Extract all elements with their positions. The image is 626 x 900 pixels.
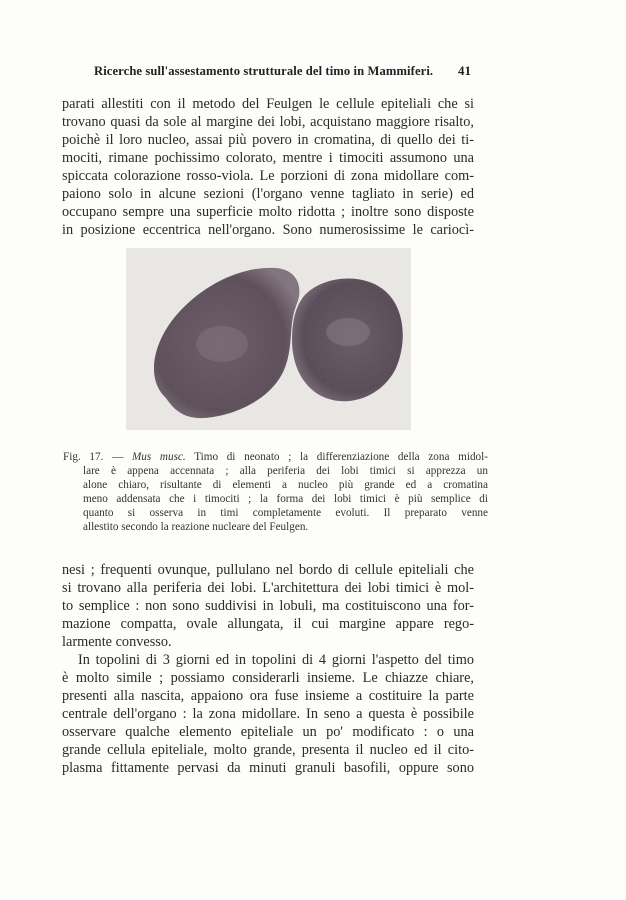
text-line: mociti, rimane pochissimo colorato, mentre i timociti assumono una <box>62 150 474 166</box>
text-line: larmente convesso. <box>62 634 172 650</box>
figure-caption-line: allestito secondo la reazione nucleare del Feulgen. <box>83 521 309 533</box>
figure-micrograph <box>126 248 411 430</box>
text-line: osservare qualche elemento epiteliale un po' modificato : o una <box>62 724 474 740</box>
text-line: trovano quasi da sole al margine dei lobi, acquistano maggiore risalto, <box>62 114 474 130</box>
text-line: mazione compatta, ovale allungata, il cui margine appare rego- <box>62 616 474 632</box>
text-line: in posizione eccentrica nell'organo. Sono numerosissime le cariocì- <box>62 222 474 238</box>
figure-label: Fig. 17. — <box>63 451 124 463</box>
text-line: occupano sempre una superficie molto ridotta ; inoltre sono disposte <box>62 204 474 220</box>
text-line: paiono solo in alcune sezioni (l'organo venne tagliato in serie) ed <box>62 186 474 202</box>
text-line: nesi ; frequenti ovunque, pullulano nel bordo di cellule epiteliali che <box>62 562 474 578</box>
figure-caption-line: meno addensata che i timociti ; la forma dei lobi timici è più semplice di <box>83 493 488 505</box>
text-line: parati allestiti con il metodo del Feulgen le cellule epiteliali che si <box>62 96 474 112</box>
figure-species: Mus musc. <box>131 451 186 463</box>
page-number: 41 <box>458 63 471 78</box>
text-line: poichè il loro nucleo, assai più povero in cromatina, di quello dei ti- <box>62 132 474 148</box>
text-line: si trovano alla periferia dei lobi. L'architettura dei lobi timici è mol- <box>62 580 474 596</box>
running-head: Ricerche sull'assestamento strutturale del timo in Mammiferi. <box>94 64 434 78</box>
thymus-micrograph-image <box>126 248 411 430</box>
text-line: to semplice : non sono suddivisi in lobuli, ma costituiscono una for- <box>62 598 474 614</box>
text-line: spiccata colorazione rosso-viola. Le porzioni di zona midollare com- <box>62 168 474 184</box>
text-line: centrale dell'organo : la zona midollare. In seno a questa è possibile <box>62 706 474 722</box>
text-line: plasma fittamente pervasi da minuti granuli basofili, oppure sono <box>62 760 474 776</box>
caption-text: Timo di neonato ; la differenziazione della zona midol- <box>194 451 488 463</box>
figure-caption-line: quanto si osserva in timi completamente evoluti. Il preparato venne <box>83 507 488 519</box>
figure-caption-line <box>63 451 488 465</box>
text-line: presenti alla nascita, appaiono ora fuse insieme a costituire la parte <box>62 688 474 704</box>
figure-caption-line: lare è appena accennata ; alla periferia dei lobi timici si apprezza un <box>83 465 488 477</box>
text-line: è molto simile ; possiamo considerarli insieme. Le chiazze chiare, <box>62 670 474 686</box>
figure-caption-line: alone chiaro, risultante di elementi a nucleo più grande ed a cromatina <box>83 479 488 491</box>
text-line: grande cellula epiteliale, molto grande, presenta il nucleo ed il cito- <box>62 742 474 758</box>
text-line: In topolini di 3 giorni ed in topolini di 4 giorni l'aspetto del timo <box>78 652 474 668</box>
